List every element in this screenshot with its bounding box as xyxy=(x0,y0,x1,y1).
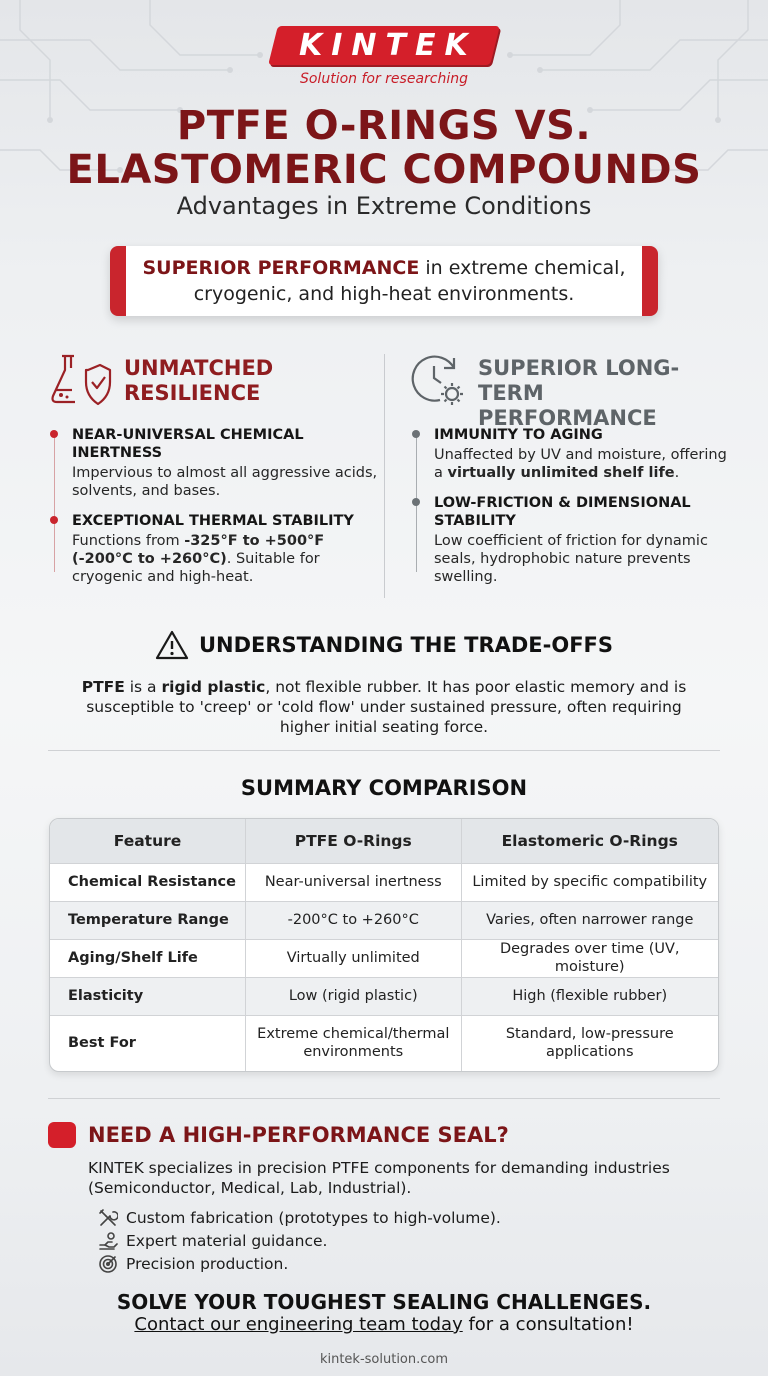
section-divider xyxy=(48,750,720,751)
table-row xyxy=(50,1015,718,1071)
page-subtitle: Advantages in Extreme Conditions xyxy=(176,192,592,220)
table-row xyxy=(50,863,718,901)
contact-link[interactable]: Contact our engineering team today xyxy=(134,1314,463,1335)
elastomeric-cell: Degrades over time (UV, moisture) xyxy=(461,939,718,977)
cta-title: NEED A HIGH-PERFORMANCE SEAL? xyxy=(88,1123,509,1147)
elastomeric-cell: Standard, low-pressure applications xyxy=(505,1026,674,1061)
ptfe-cell: Extreme chemical/thermal environments xyxy=(246,1015,461,1071)
clock-gear-icon xyxy=(410,352,466,408)
guidance-hand-icon xyxy=(98,1231,118,1251)
feature-cell: Chemical Resistance xyxy=(50,863,246,901)
item-title: IMMUNITY TO AGING xyxy=(434,427,603,443)
ptfe-cell: Low (rigid plastic) xyxy=(246,977,461,1015)
resilience-title-line-2: RESILIENCE xyxy=(124,381,261,405)
flask-shield-icon xyxy=(48,352,112,408)
cta-list xyxy=(98,1206,720,1275)
item-title: EXCEPTIONAL THERMAL STABILITY xyxy=(72,513,354,529)
item-text: Functions from -325°F to +500°F (-200°C to +260°C). Suitable for cryogenic and high-heat. xyxy=(72,533,325,585)
banner-text: in extreme chemical, cryogenic, and high-heat environments. xyxy=(193,257,626,305)
bullet-dot xyxy=(50,430,58,438)
cta-marker xyxy=(48,1122,76,1148)
item-text: Low coefficient of friction for dynamic seals, hydrophobic nature prevents swelling. xyxy=(434,533,708,585)
item-title: LOW-FRICTION & DIMENSIONAL STABILITY xyxy=(434,495,691,529)
table-row xyxy=(50,977,718,1015)
performance-banner xyxy=(110,246,658,316)
cta-section xyxy=(48,1122,720,1275)
bullet-dot xyxy=(50,516,58,524)
tradeoffs-section xyxy=(0,630,768,737)
list-item xyxy=(98,1206,720,1229)
bullet-dot xyxy=(412,430,420,438)
cta-item-label: Expert material guidance. xyxy=(126,1231,328,1250)
ptfe-cell: -200°C to +260°C xyxy=(246,901,461,939)
title-line-1: PTFE O-RINGS VS. xyxy=(176,103,592,149)
list-item xyxy=(72,512,378,586)
table-row xyxy=(50,939,718,977)
feature-cell: Temperature Range xyxy=(50,901,246,939)
long-term-title-line-1: SUPERIOR LONG-TERM xyxy=(478,356,680,405)
resilience-column xyxy=(48,352,378,598)
bullet-dot xyxy=(412,498,420,506)
warning-icon xyxy=(155,630,189,660)
table-row xyxy=(50,901,718,939)
tools-icon xyxy=(98,1208,118,1228)
list-item xyxy=(98,1252,720,1275)
feature-cell: Best For xyxy=(50,1015,246,1071)
header-elastomeric: Elastomeric O-Rings xyxy=(461,819,718,863)
table-header-row xyxy=(50,819,718,863)
banner-highlight: SUPERIOR PERFORMANCE xyxy=(142,257,420,279)
column-divider xyxy=(384,354,385,598)
ptfe-cell: Near-universal inertness xyxy=(246,863,461,901)
logo-tagline: Solution for researching xyxy=(299,71,468,87)
ptfe-cell: Virtually unlimited xyxy=(246,939,461,977)
cta-text: KINTEK specializes in precision PTFE components for demanding industries (Semiconductor, Medical, Lab, Industrial). xyxy=(88,1159,670,1197)
cta-item-label: Custom fabrication (prototypes to high-volume). xyxy=(126,1208,501,1227)
summary-title: SUMMARY COMPARISON xyxy=(240,776,528,800)
footer-url[interactable]: kintek-solution.com xyxy=(319,1352,449,1367)
long-term-list xyxy=(410,426,740,586)
target-icon xyxy=(98,1254,118,1274)
long-term-title-line-2: PERFORMANCE xyxy=(478,406,657,430)
item-text: Unaffected by UV and moisture, offering a virtually unlimited shelf life. xyxy=(434,447,727,481)
list-item xyxy=(72,426,378,500)
logo-badge xyxy=(268,26,499,65)
elastomeric-cell: High (flexible rubber) xyxy=(461,977,718,1015)
item-text: Impervious to almost all aggressive acids, solvents, and bases. xyxy=(72,465,378,499)
elastomeric-cell: Varies, often narrower range xyxy=(461,901,718,939)
comparison-table xyxy=(49,818,719,1072)
logo-text: KINTEK xyxy=(299,28,477,63)
title-line-2: ELASTOMERIC COMPOUNDS xyxy=(66,147,702,193)
resilience-title xyxy=(124,356,273,406)
feature-cell: Aging/Shelf Life xyxy=(50,939,246,977)
kintek-logo xyxy=(0,26,768,87)
resilience-title-line-1: UNMATCHED xyxy=(124,356,274,380)
list-item xyxy=(434,494,740,586)
solve-heading: SOLVE YOUR TOUGHEST SEALING CHALLENGES. xyxy=(116,1290,652,1314)
long-term-column xyxy=(410,352,740,598)
item-title: NEAR-UNIVERSAL CHEMICAL INERTNESS xyxy=(72,427,304,461)
cta-item-label: Precision production. xyxy=(126,1254,289,1273)
tradeoffs-title: UNDERSTANDING THE TRADE-OFFS xyxy=(198,633,614,657)
resilience-list xyxy=(48,426,378,586)
list-item xyxy=(434,426,740,482)
contact-rest: for a consultation! xyxy=(462,1314,634,1335)
contact-line xyxy=(0,1314,768,1335)
list-item xyxy=(98,1229,720,1252)
header-ptfe: PTFE O-Rings xyxy=(246,819,461,863)
tradeoffs-text: PTFE is a rigid plastic, not flexible rubber. It has poor elastic memory and is susceptible to 'creep' or 'cold flow' under sustained pressure, often requiring higher initial seating force. xyxy=(81,678,687,736)
page-title xyxy=(0,104,768,192)
elastomeric-cell: Limited by specific compatibility xyxy=(461,863,718,901)
header-feature: Feature xyxy=(50,819,246,863)
section-divider xyxy=(48,1098,720,1099)
feature-cell: Elasticity xyxy=(50,977,246,1015)
long-term-title xyxy=(478,356,740,431)
